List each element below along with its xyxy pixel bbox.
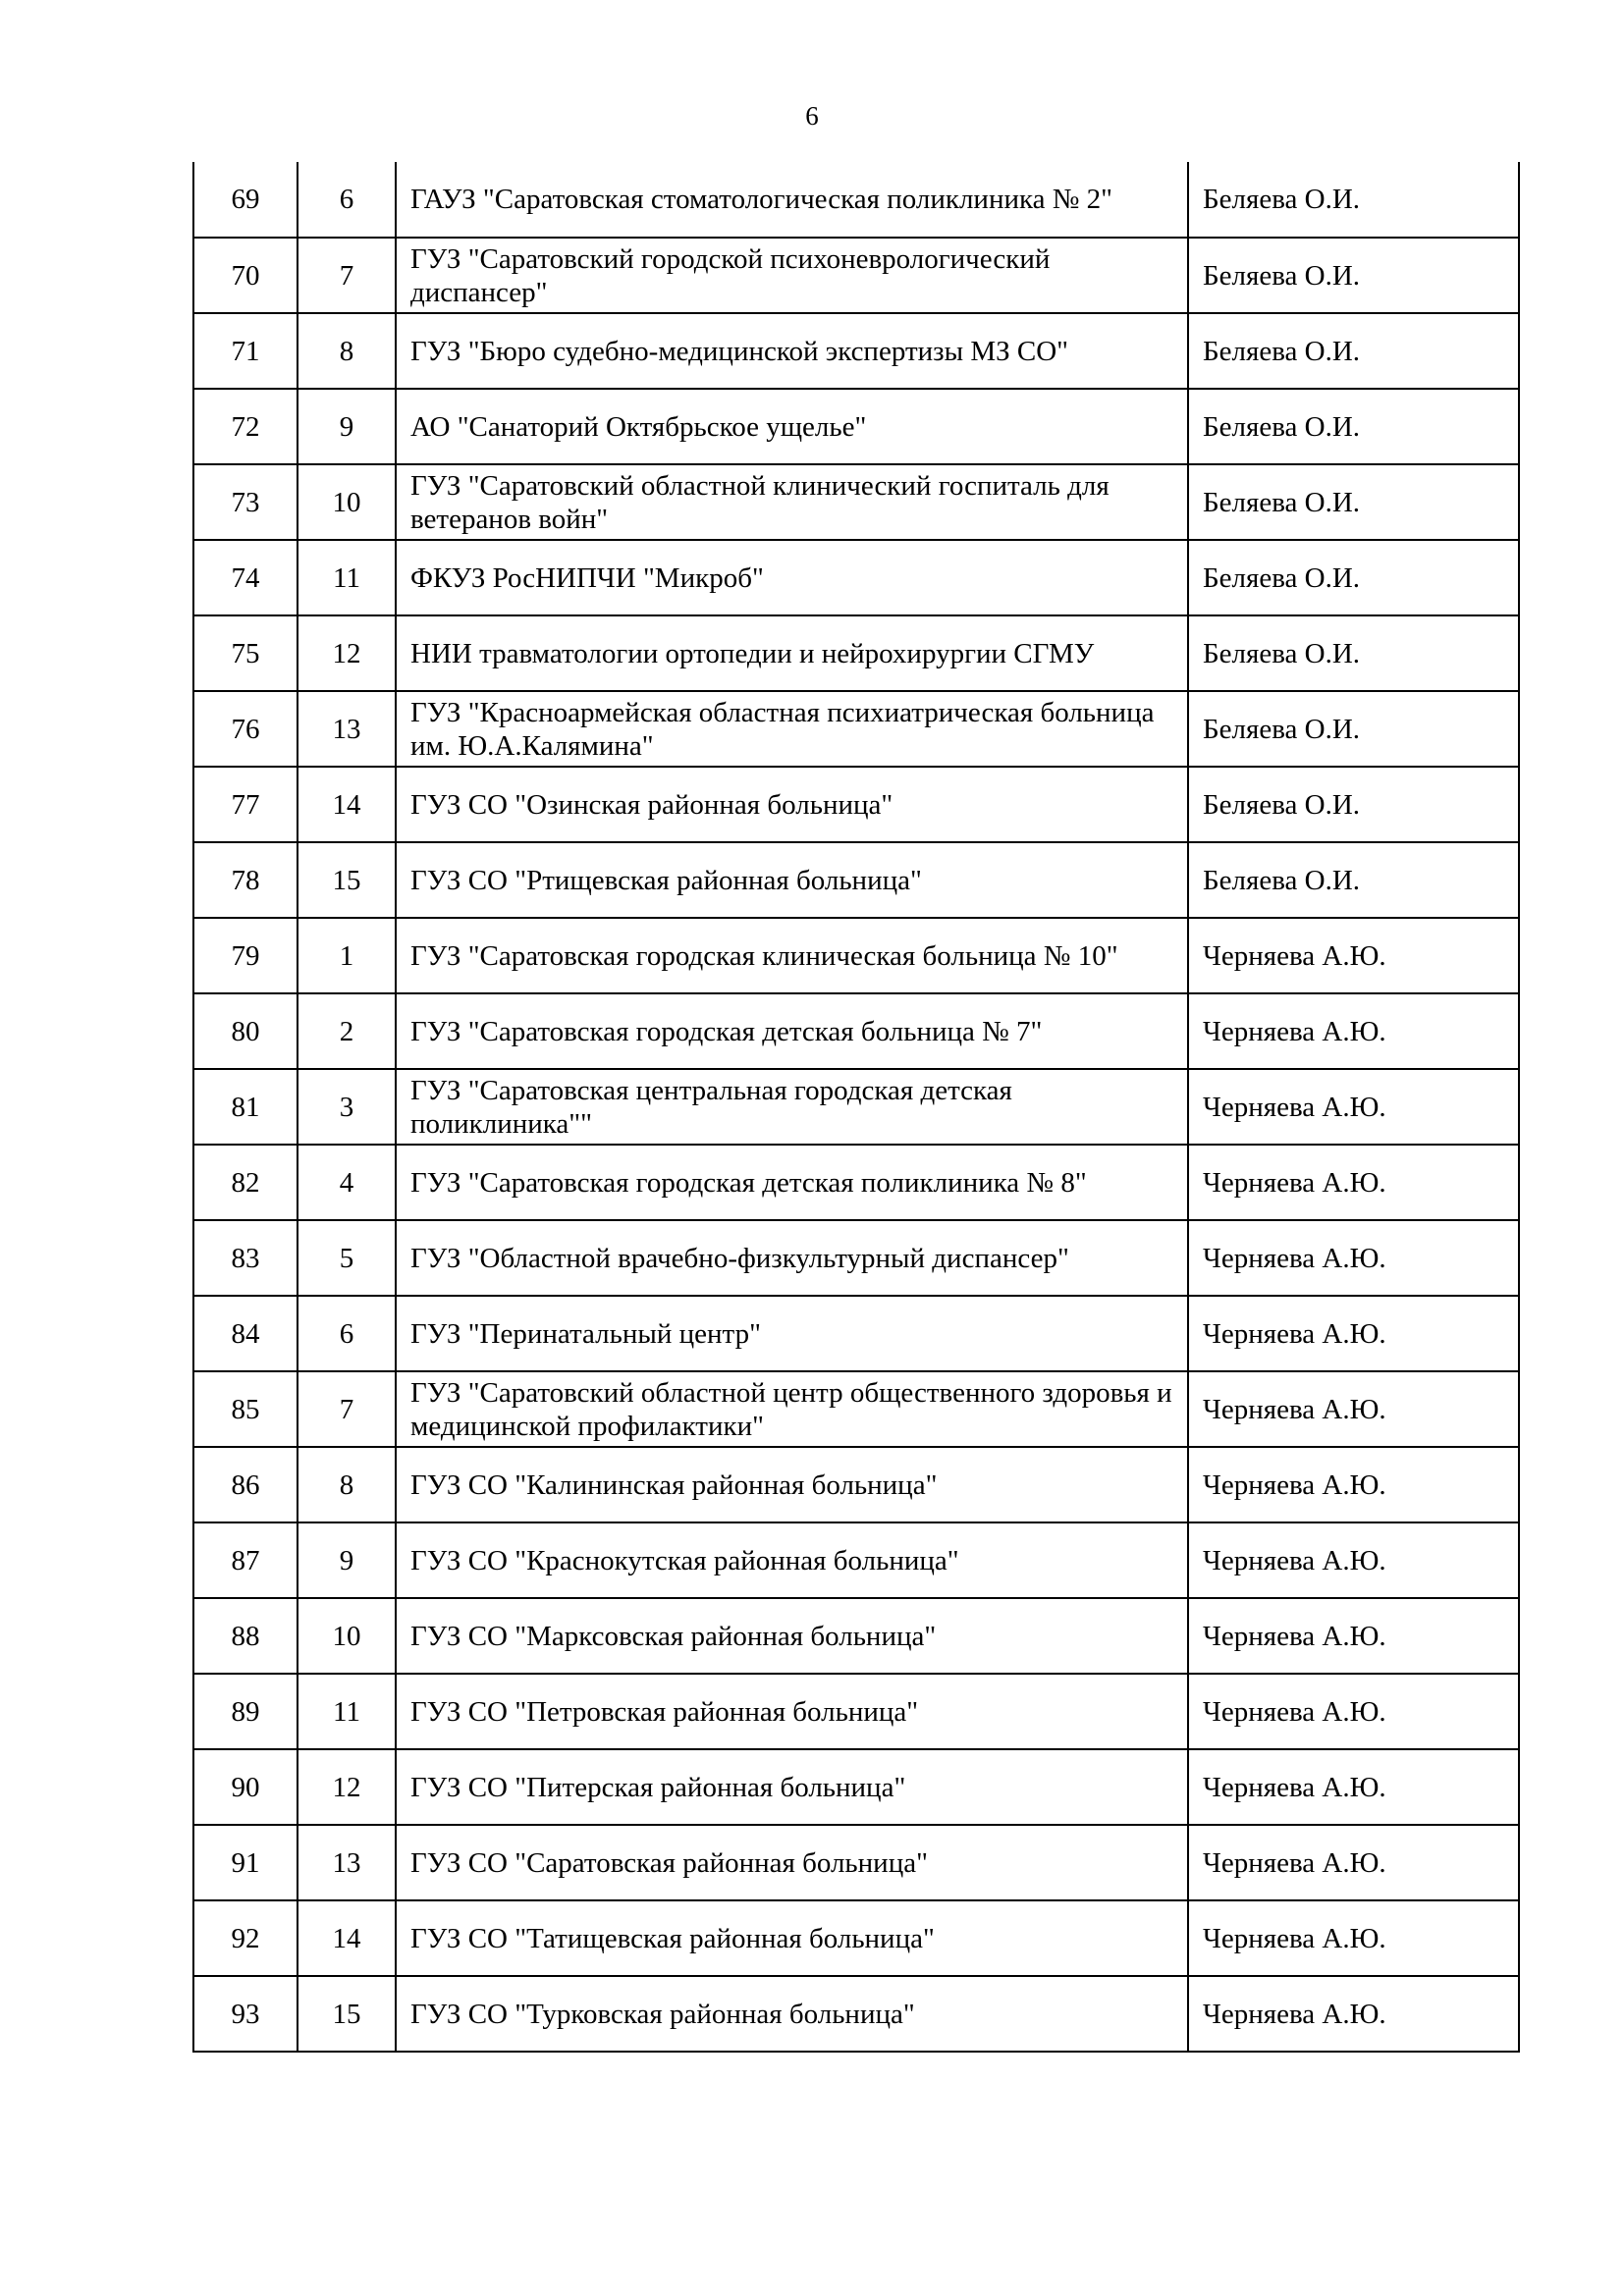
row-number-cell: 80 (193, 993, 298, 1069)
sub-number-cell: 14 (298, 767, 396, 842)
row-number-cell: 85 (193, 1371, 298, 1447)
institution-name-cell: ГУЗ "Перинатальный центр" (396, 1296, 1188, 1371)
table-row (193, 1674, 1519, 1749)
row-number-cell: 79 (193, 918, 298, 993)
row-number-cell: 90 (193, 1749, 298, 1825)
table-row (193, 1825, 1519, 1900)
institution-name-cell: ГУЗ "Саратовская центральная городская детская поликлиника"" (396, 1069, 1188, 1145)
row-number-cell: 69 (193, 162, 298, 238)
institution-name-cell: ГУЗ "Саратовская городская детская больница № 7" (396, 993, 1188, 1069)
responsible-person-cell: Черняева А.Ю. (1188, 1900, 1519, 1976)
table-row (193, 1522, 1519, 1598)
page-number: 6 (805, 101, 819, 131)
institution-name-cell: ГУЗ СО "Питерская районная больница" (396, 1749, 1188, 1825)
institution-name-cell: ГУЗ СО "Петровская районная больница" (396, 1674, 1188, 1749)
row-number-cell: 77 (193, 767, 298, 842)
table-row (193, 1900, 1519, 1976)
sub-number-cell: 9 (298, 389, 396, 464)
row-number-cell: 75 (193, 615, 298, 691)
row-number-cell: 78 (193, 842, 298, 918)
institution-name-cell: ГУЗ "Саратовская городская клиническая больница № 10" (396, 918, 1188, 993)
institution-name-cell: АО "Санаторий Октябрьское ущелье" (396, 389, 1188, 464)
sub-number-cell: 15 (298, 842, 396, 918)
sub-number-cell: 10 (298, 1598, 396, 1674)
row-number-cell: 81 (193, 1069, 298, 1145)
institution-name-cell: ГУЗ "Саратовский городской психоневрологический диспансер" (396, 238, 1188, 313)
responsible-person-cell: Черняева А.Ю. (1188, 1371, 1519, 1447)
table-row (193, 1447, 1519, 1522)
institution-name-cell: ГУЗ "Областной врачебно-физкультурный диспансер" (396, 1220, 1188, 1296)
institution-name-cell: НИИ травматологии ортопедии и нейрохирургии СГМУ (396, 615, 1188, 691)
responsible-person-cell: Черняева А.Ю. (1188, 1976, 1519, 2052)
institution-name-cell: ГУЗ СО "Калининская районная больница" (396, 1447, 1188, 1522)
row-number-cell: 86 (193, 1447, 298, 1522)
sub-number-cell: 6 (298, 162, 396, 238)
table-row (193, 1296, 1519, 1371)
sub-number-cell: 12 (298, 1749, 396, 1825)
sub-number-cell: 14 (298, 1900, 396, 1976)
sub-number-cell: 10 (298, 464, 396, 540)
institution-name-cell: ГУЗ СО "Ртищевская районная больница" (396, 842, 1188, 918)
table-row (193, 238, 1519, 313)
table-row (193, 842, 1519, 918)
row-number-cell: 72 (193, 389, 298, 464)
row-number-cell: 87 (193, 1522, 298, 1598)
responsible-person-cell: Беляева О.И. (1188, 691, 1519, 767)
row-number-cell: 76 (193, 691, 298, 767)
table-row (193, 389, 1519, 464)
responsible-person-cell: Черняева А.Ю. (1188, 1220, 1519, 1296)
institution-name-cell: ФКУЗ РосНИПЧИ "Микроб" (396, 540, 1188, 615)
sub-number-cell: 7 (298, 1371, 396, 1447)
row-number-cell: 88 (193, 1598, 298, 1674)
sub-number-cell: 9 (298, 1522, 396, 1598)
sub-number-cell: 2 (298, 993, 396, 1069)
institution-name-cell: ГУЗ СО "Саратовская районная больница" (396, 1825, 1188, 1900)
institution-name-cell: ГУЗ "Бюро судебно-медицинской экспертизы МЗ СО" (396, 313, 1188, 389)
table-row (193, 1749, 1519, 1825)
responsible-person-cell: Беляева О.И. (1188, 464, 1519, 540)
sub-number-cell: 13 (298, 1825, 396, 1900)
responsible-person-cell: Черняева А.Ю. (1188, 1522, 1519, 1598)
table-row (193, 691, 1519, 767)
row-number-cell: 82 (193, 1145, 298, 1220)
row-number-cell: 84 (193, 1296, 298, 1371)
table-row (193, 1976, 1519, 2052)
responsible-person-cell: Беляева О.И. (1188, 615, 1519, 691)
sub-number-cell: 15 (298, 1976, 396, 2052)
sub-number-cell: 4 (298, 1145, 396, 1220)
sub-number-cell: 12 (298, 615, 396, 691)
responsible-person-cell: Черняева А.Ю. (1188, 1069, 1519, 1145)
institution-name-cell: ГУЗ "Саратовский областной центр общественного здоровья и медицинской профилактики" (396, 1371, 1188, 1447)
responsible-person-cell: Черняева А.Ю. (1188, 1674, 1519, 1749)
institution-name-cell: ГУЗ "Красноармейская областная психиатрическая больница им. Ю.А.Калямина" (396, 691, 1188, 767)
institution-name-cell: ГУЗ СО "Озинская районная больница" (396, 767, 1188, 842)
table-row (193, 1069, 1519, 1145)
table-row (193, 162, 1519, 238)
institution-name-cell: ГУЗ СО "Татищевская районная больница" (396, 1900, 1188, 1976)
row-number-cell: 91 (193, 1825, 298, 1900)
institution-name-cell: ГУЗ СО "Марксовская районная больница" (396, 1598, 1188, 1674)
institution-name-cell: ГУЗ СО "Турковская районная больница" (396, 1976, 1188, 2052)
institution-name-cell: ГУЗ "Саратовский областной клинический госпиталь для ветеранов войн" (396, 464, 1188, 540)
responsible-person-cell: Черняева А.Ю. (1188, 1145, 1519, 1220)
sub-number-cell: 11 (298, 1674, 396, 1749)
sub-number-cell: 13 (298, 691, 396, 767)
sub-number-cell: 7 (298, 238, 396, 313)
table-row (193, 1145, 1519, 1220)
table-row (193, 615, 1519, 691)
table-row (193, 1220, 1519, 1296)
responsible-person-cell: Черняева А.Ю. (1188, 1598, 1519, 1674)
row-number-cell: 83 (193, 1220, 298, 1296)
sub-number-cell: 11 (298, 540, 396, 615)
row-number-cell: 71 (193, 313, 298, 389)
row-number-cell: 93 (193, 1976, 298, 2052)
sub-number-cell: 8 (298, 313, 396, 389)
table-row (193, 918, 1519, 993)
responsible-person-cell: Черняева А.Ю. (1188, 1447, 1519, 1522)
institution-name-cell: ГУЗ СО "Краснокутская районная больница" (396, 1522, 1188, 1598)
table-row (193, 540, 1519, 615)
responsible-person-cell: Беляева О.И. (1188, 162, 1519, 238)
responsible-person-cell: Черняева А.Ю. (1188, 1749, 1519, 1825)
responsible-person-cell: Беляева О.И. (1188, 238, 1519, 313)
table-row (193, 1371, 1519, 1447)
institution-name-cell: ГАУЗ "Саратовская стоматологическая поликлиника № 2" (396, 162, 1188, 238)
responsible-person-cell: Беляева О.И. (1188, 313, 1519, 389)
table-row (193, 313, 1519, 389)
sub-number-cell: 6 (298, 1296, 396, 1371)
row-number-cell: 74 (193, 540, 298, 615)
row-number-cell: 70 (193, 238, 298, 313)
sub-number-cell: 8 (298, 1447, 396, 1522)
responsible-person-cell: Черняева А.Ю. (1188, 1296, 1519, 1371)
table-body (193, 162, 1519, 2052)
sub-number-cell: 3 (298, 1069, 396, 1145)
row-number-cell: 92 (193, 1900, 298, 1976)
table-row (193, 1598, 1519, 1674)
row-number-cell: 73 (193, 464, 298, 540)
table-row (193, 464, 1519, 540)
sub-number-cell: 1 (298, 918, 396, 993)
responsible-person-cell: Черняева А.Ю. (1188, 1825, 1519, 1900)
responsible-person-cell: Беляева О.И. (1188, 389, 1519, 464)
responsible-person-cell: Черняева А.Ю. (1188, 993, 1519, 1069)
table-row (193, 993, 1519, 1069)
table-row (193, 767, 1519, 842)
responsible-person-cell: Беляева О.И. (1188, 540, 1519, 615)
responsible-person-cell: Черняева А.Ю. (1188, 918, 1519, 993)
responsible-person-cell: Беляева О.И. (1188, 842, 1519, 918)
institutions-table (192, 162, 1520, 2053)
sub-number-cell: 5 (298, 1220, 396, 1296)
institution-name-cell: ГУЗ "Саратовская городская детская поликлиника № 8" (396, 1145, 1188, 1220)
row-number-cell: 89 (193, 1674, 298, 1749)
responsible-person-cell: Беляева О.И. (1188, 767, 1519, 842)
